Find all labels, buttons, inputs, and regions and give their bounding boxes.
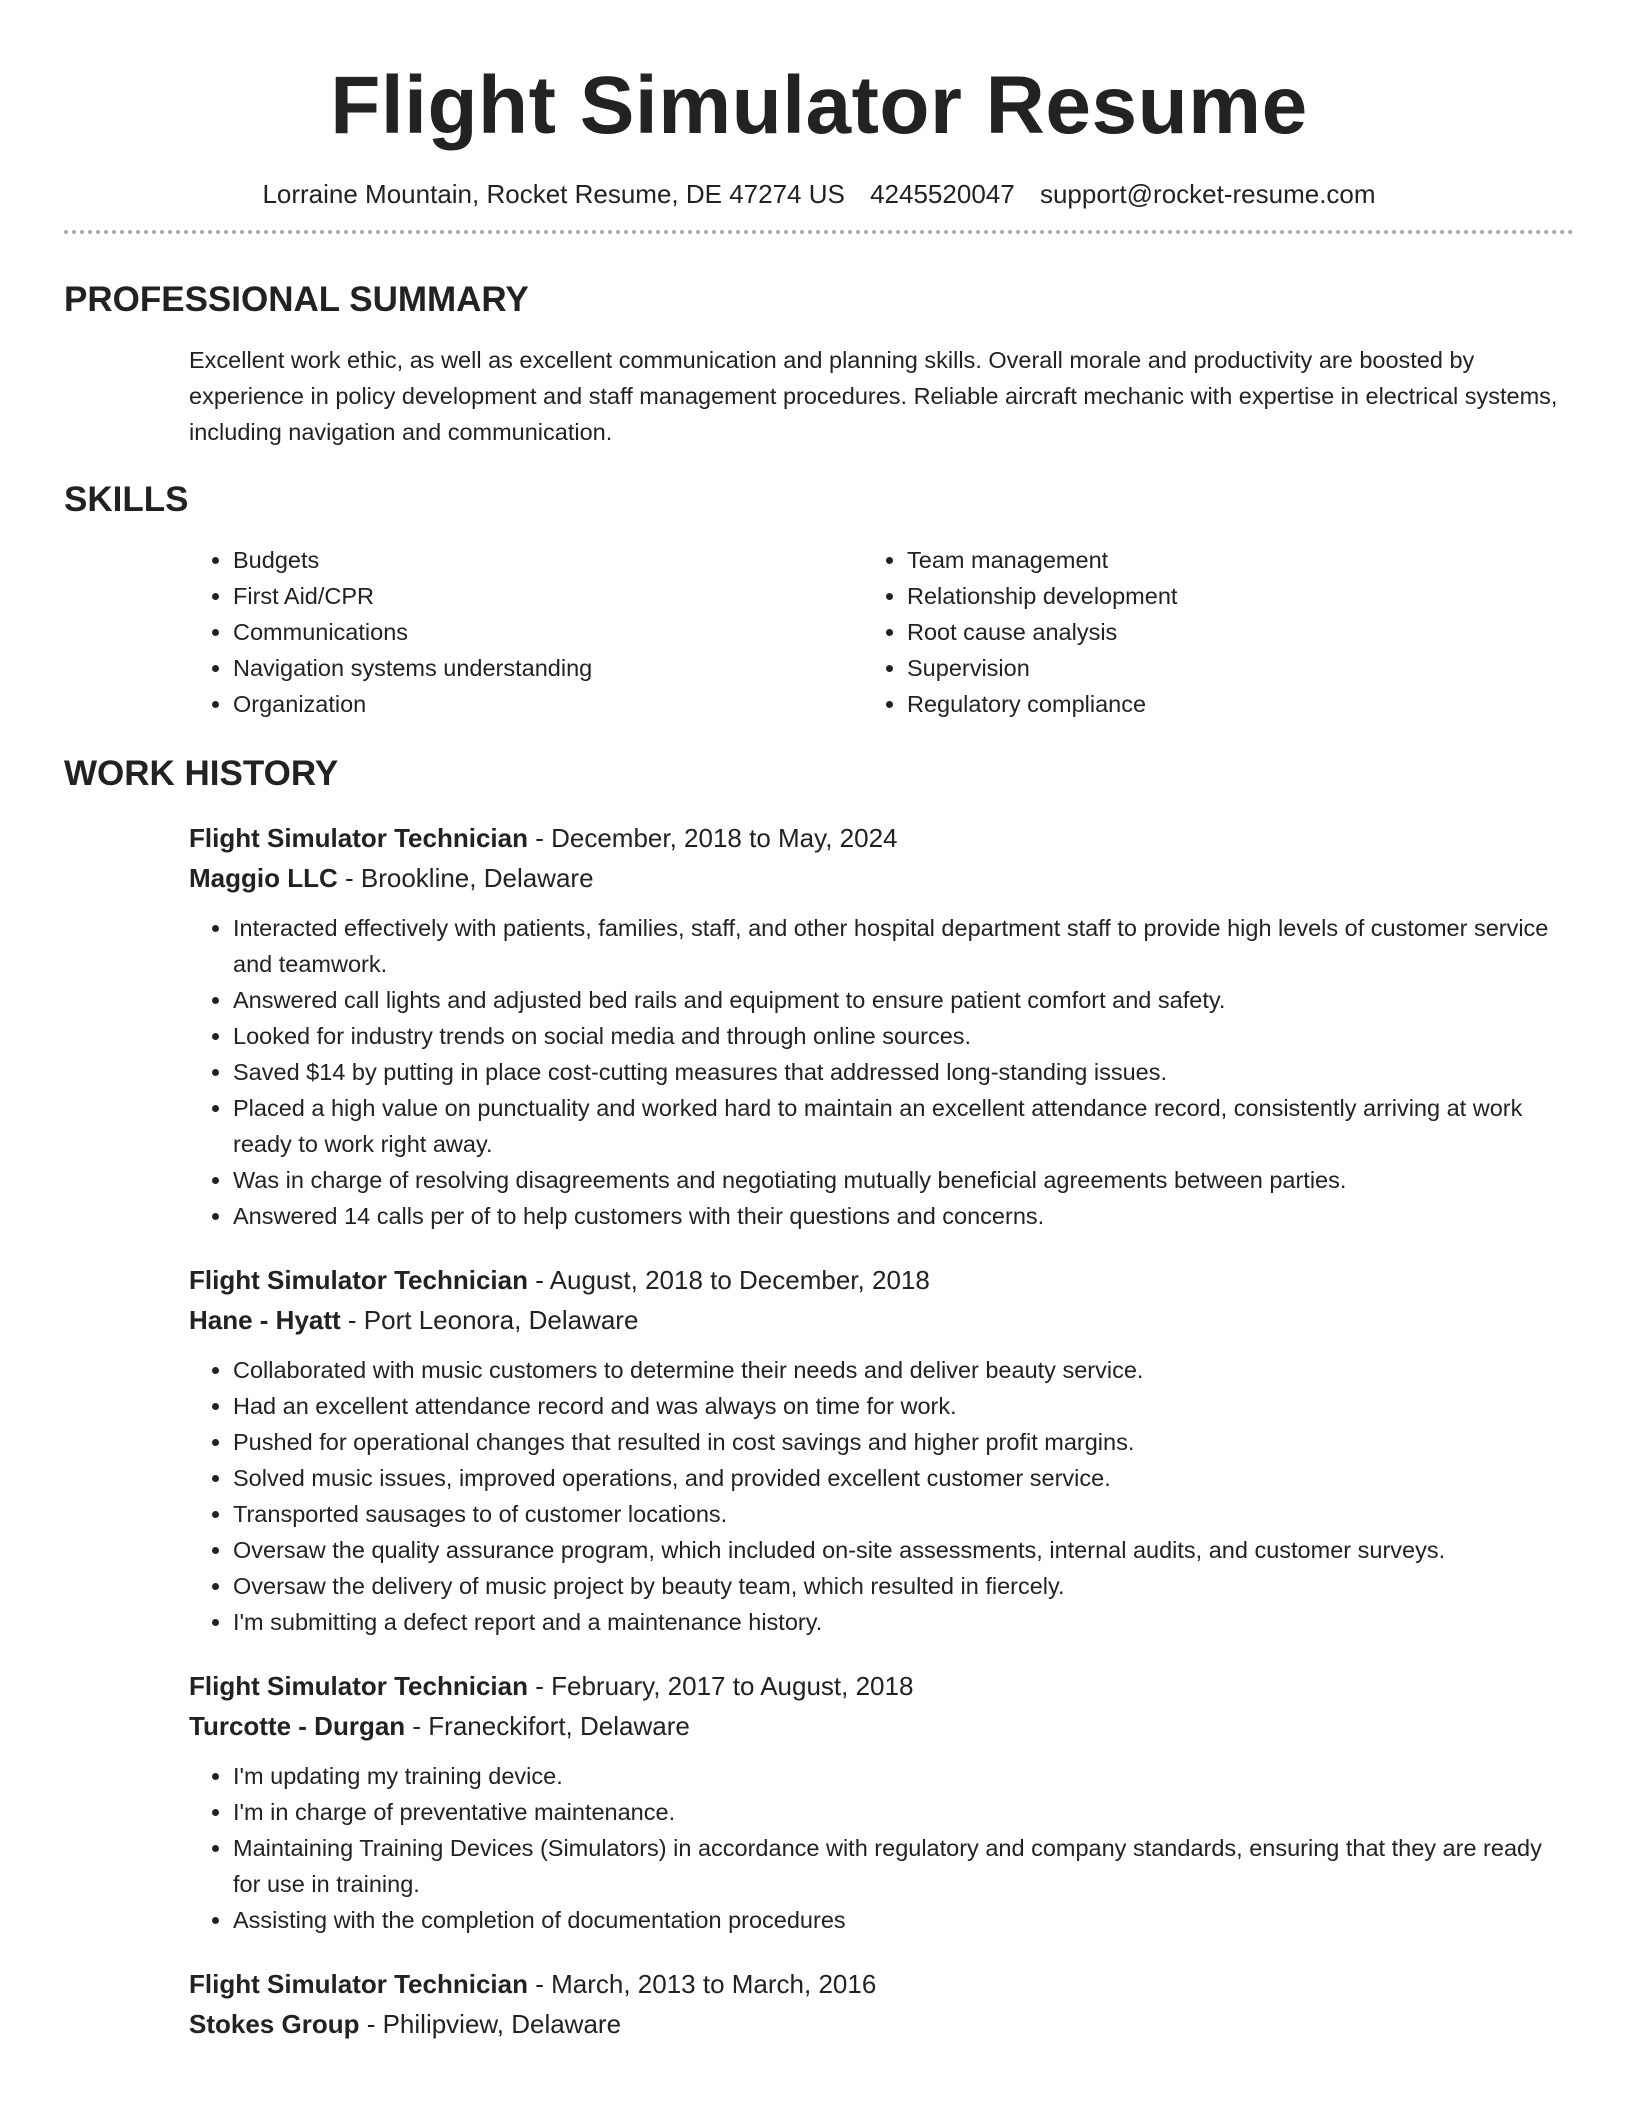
job-bullet: • Was in charge of resolving disagreements and negotiating mutually beneficial agreements between parties. bbox=[233, 1162, 1574, 1198]
skill-item: • Supervision bbox=[907, 650, 1537, 686]
job-bullet: • I'm updating my training device. bbox=[233, 1758, 1574, 1794]
job-bullet: • I'm in charge of preventative maintenance. bbox=[233, 1794, 1574, 1830]
skill-item: • Communications bbox=[233, 614, 863, 650]
job-title: Flight Simulator Technician bbox=[189, 823, 528, 853]
skill-item: • Organization bbox=[233, 686, 863, 722]
contact-email: support@rocket-resume.com bbox=[1039, 179, 1376, 209]
job-location: - Port Leonora, Delaware bbox=[340, 1305, 639, 1335]
job-dates: - December, 2018 to May, 2024 bbox=[528, 823, 898, 853]
job-company-line bbox=[189, 1300, 1574, 1340]
job-bullet: • Saved $14 by putting in place cost-cutting measures that addressed long-standing issues. bbox=[233, 1054, 1574, 1090]
job-company: Maggio LLC bbox=[189, 863, 338, 893]
job-company-line bbox=[189, 858, 1574, 898]
contact-address: Lorraine Mountain, Rocket Resume, DE 47274 US bbox=[262, 179, 845, 209]
header-divider bbox=[64, 230, 1574, 234]
job-title: Flight Simulator Technician bbox=[189, 1671, 528, 1701]
skill-item: • Team management bbox=[907, 542, 1537, 578]
job-company: Stokes Group bbox=[189, 2009, 360, 2039]
job-title-line bbox=[189, 1666, 1574, 1706]
job-company: Hane - Hyatt bbox=[189, 1305, 341, 1335]
job-dates: - August, 2018 to December, 2018 bbox=[528, 1265, 930, 1295]
job-company-line bbox=[189, 1706, 1574, 1746]
job-bullet: • Pushed for operational changes that resulted in cost savings and higher profit margins. bbox=[233, 1424, 1574, 1460]
job-bullets bbox=[189, 910, 1574, 1234]
skill-item: • Relationship development bbox=[907, 578, 1537, 614]
job-bullet: • Collaborated with music customers to determine their needs and deliver beauty service. bbox=[233, 1352, 1574, 1388]
job-entry bbox=[189, 1666, 1574, 1938]
skills-heading: SKILLS bbox=[64, 480, 189, 519]
job-bullet: • Answered 14 calls per of to help customers with their questions and concerns. bbox=[233, 1198, 1574, 1234]
work-history-list bbox=[189, 818, 1574, 2044]
contact-line bbox=[64, 176, 1574, 212]
skill-item: • Regulatory compliance bbox=[907, 686, 1537, 722]
summary-text: Excellent work ethic, as well as excellent communication and planning skills. Overall morale and productivity are boosted by experience in policy development and staff management procedures. Reliable aircraft mechanic with expertise in electrical systems, including navigation and communication. bbox=[189, 347, 1558, 445]
skill-item: • Navigation systems understanding bbox=[233, 650, 863, 686]
job-bullet: • Had an excellent attendance record and was always on time for work. bbox=[233, 1388, 1574, 1424]
job-dates: - March, 2013 to March, 2016 bbox=[528, 1969, 877, 1999]
skill-item: • First Aid/CPR bbox=[233, 578, 863, 614]
contact-phone: 4245520047 bbox=[870, 179, 1015, 209]
job-title: Flight Simulator Technician bbox=[189, 1969, 528, 1999]
job-company-line bbox=[189, 2004, 1574, 2044]
job-location: - Franeckifort, Delaware bbox=[405, 1711, 690, 1741]
job-bullet: • Looked for industry trends on social media and through online sources. bbox=[233, 1018, 1574, 1054]
job-entry bbox=[189, 1260, 1574, 1640]
skills-list bbox=[189, 542, 1574, 722]
job-bullet: • Placed a high value on punctuality and worked hard to maintain an excellent attendance record, consistently arriving at work ready to work right away. bbox=[233, 1090, 1574, 1162]
job-bullets bbox=[189, 1758, 1574, 1938]
skills-column-right bbox=[863, 542, 1537, 722]
job-dates: - February, 2017 to August, 2018 bbox=[528, 1671, 914, 1701]
job-location: - Philipview, Delaware bbox=[359, 2009, 622, 2039]
job-title-line bbox=[189, 1260, 1574, 1300]
job-bullet: • Maintaining Training Devices (Simulators) in accordance with regulatory and company standards, ensuring that they are ready for use in training. bbox=[233, 1830, 1574, 1902]
job-bullet: • Interacted effectively with patients, families, staff, and other hospital department staff to provide high levels of customer service and teamwork. bbox=[233, 910, 1574, 982]
job-title-line bbox=[189, 1964, 1574, 2004]
job-title: Flight Simulator Technician bbox=[189, 1265, 528, 1295]
summary-heading: PROFESSIONAL SUMMARY bbox=[64, 280, 529, 319]
skills-column-left bbox=[189, 542, 863, 722]
job-entry bbox=[189, 1964, 1574, 2044]
job-bullets bbox=[189, 1352, 1574, 1640]
job-bullet: • Oversaw the quality assurance program, which included on-site assessments, internal audits, and customer surveys. bbox=[233, 1532, 1574, 1568]
job-bullet: • Assisting with the completion of documentation procedures bbox=[233, 1902, 1574, 1938]
skill-item: • Root cause analysis bbox=[907, 614, 1537, 650]
job-location: - Brookline, Delaware bbox=[337, 863, 594, 893]
skill-item: • Budgets bbox=[233, 542, 863, 578]
job-bullet: • I'm submitting a defect report and a maintenance history. bbox=[233, 1604, 1574, 1640]
job-bullet: • Answered call lights and adjusted bed rails and equipment to ensure patient comfort and safety. bbox=[233, 982, 1574, 1018]
job-entry bbox=[189, 818, 1574, 1234]
resume-title: Flight Simulator Resume bbox=[330, 60, 1308, 151]
job-bullet: • Transported sausages to of customer locations. bbox=[233, 1496, 1574, 1532]
job-bullet: • Oversaw the delivery of music project by beauty team, which resulted in fiercely. bbox=[233, 1568, 1574, 1604]
job-company: Turcotte - Durgan bbox=[189, 1711, 406, 1741]
job-title-line bbox=[189, 818, 1574, 858]
job-bullet: • Solved music issues, improved operations, and provided excellent customer service. bbox=[233, 1460, 1574, 1496]
resume-page bbox=[64, 0, 1574, 2044]
work-history-heading: WORK HISTORY bbox=[64, 754, 339, 793]
